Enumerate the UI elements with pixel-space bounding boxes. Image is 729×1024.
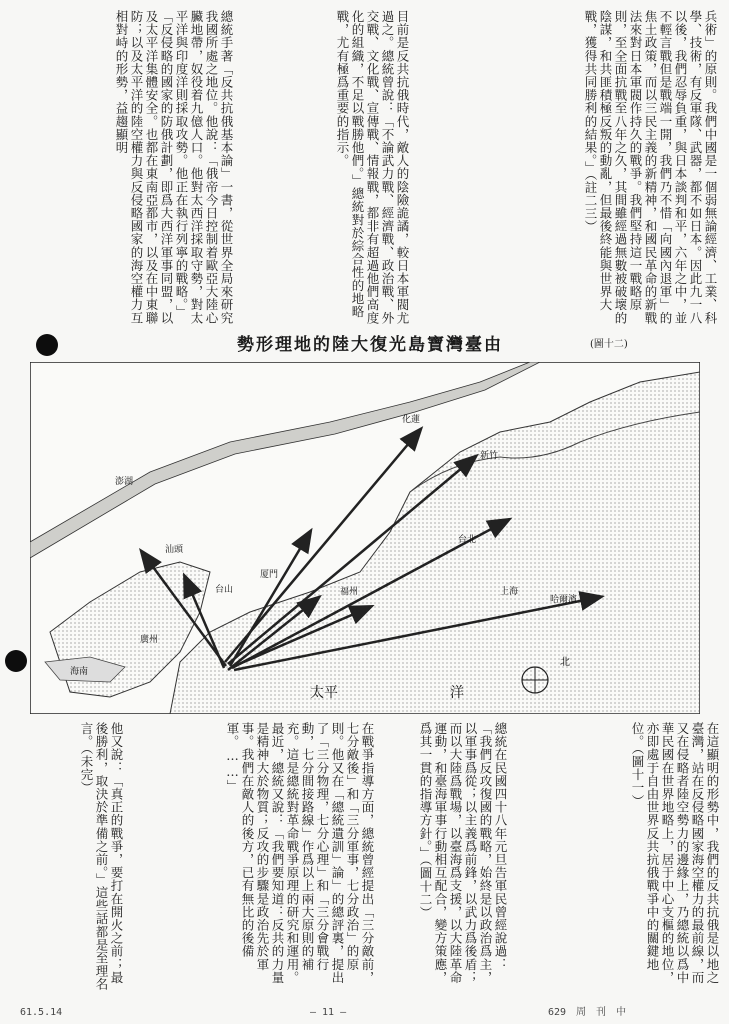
map-title: 勢形理地的陸大復光島寶灣臺由 — [237, 335, 503, 355]
label-xinzhu: 新竹 — [480, 451, 499, 461]
strategy-map — [30, 362, 700, 714]
binder-hole-bottom — [5, 650, 27, 672]
label-shantou: 汕頭 — [165, 545, 184, 555]
paragraph-top-middle: 目前是反共抗俄時代，敵人的陰險詭譎，較日本軍閥尤過之。總統曾說：「不論武力戰、經濟戰、政治戰、外交戰、文化戰、宣傳戰、情報戰，都非有超過他們高度化的組織，不足以戰勝他們。」總統對於綜合性的地略戰，尤有極爲重要的指示。 — [335, 10, 410, 325]
text-block-top-left — [56, 10, 234, 328]
label-taiping: 太平 — [310, 685, 338, 701]
paragraph-bottom-middle: 總統在民國四十八年元旦告軍民曾經說過：「我們反攻復國的戰略，始終是以政治爲主，以軍事爲從；以主義爲前鋒，以武力爲後盾；而以大陸爲戰場，以臺海爲支援，以大陸革命運動，和臺海軍事行動相互配合，變方策應，爲其一貫的指導方針。」（圖十二） — [418, 722, 508, 984]
label-fuzhou: 福州 — [340, 587, 359, 597]
label-haerbin: 哈爾濱 — [550, 595, 578, 605]
label-xiamen: 厦門 — [260, 570, 279, 580]
text-block-bottom-middle — [380, 722, 508, 992]
label-guangzhou: 廣州 — [140, 635, 159, 645]
compass-north-label: 北 — [560, 657, 570, 668]
binder-hole-top — [36, 334, 58, 356]
text-block-bottom-left — [130, 722, 375, 992]
label-hualian: 化蓮 — [402, 415, 421, 425]
label-taipei: 台北 — [458, 535, 477, 545]
footer-page-number: — 11 — — [310, 1007, 347, 1018]
text-block-quote — [56, 722, 124, 992]
label-taishan: 台山 — [215, 585, 234, 595]
text-block-top-right — [418, 10, 718, 328]
label-hainan: 海南 — [70, 667, 89, 677]
closing-quote: 他又說：「真正的戰爭，要打在開火之前；最後勝利，取決於準備之前。」這些話都是至理名言。（未完） — [79, 722, 124, 991]
footer-publication: 629 周 刊 中 — [548, 1007, 627, 1018]
label-yang: 洋 — [450, 685, 464, 701]
paragraph-bottom-left: 在戰爭指導方面，總統曾經提出「三分敵前，七分敵後」和「三分軍事，七分政治」的原則。他又在「總統遺訓」論」的總評裏，提出了「三分物理，七分心理」和「三分會戰行動，七分間接路線」作爲以上兩大原則的補充。這是總統對革命戰爭原理的研究和運用。最近，總統又說：「我們要知道：反共的力量是精神大於物質；反攻的步驟是政治先於軍事。我們在敵人的後方，已有無比的後備軍。……」 — [225, 722, 375, 984]
text-block-bottom-right — [515, 722, 720, 992]
map-figure-label: (圖十二) — [590, 339, 628, 350]
label-shanghai: 上海 — [500, 587, 519, 597]
text-block-top-middle — [240, 10, 410, 328]
paragraph-top-left: 總統手著「反共抗俄基本論」一書，從世界全局來研究我國所處之地位。他說：「俄帝今日控制着歐亞大陸心臟地帶，奴役着九億人口。他對太西洋採取守勢，對太平洋與印度洋則採取攻勢。他正在執行列寧的戰略。」「反侵略的國家的防俄計劃，即爲大西洋軍事同盟，以及太平洋集體安全。也都在東南亞都市，以及在中東聯防；以及太平洋的陸空權力與反侵略國家的海空權力互相對峙的形勢，益趨顯明 — [114, 10, 234, 325]
paragraph-top-right: 兵術」的原則。我們中國是一個弱無論經濟、工業、科學、技術，有反軍隊、武器，都不如日本。因此九一八以後，我們忍辱負重，與日本談判和平，六年之中，並不輕言戰但是戰端一開，我們乃不惜「向國內退軍」的焦土政策，而以三民主義的新精神，和國民革命的新戰法來對日本軍閥作持久的戰爭。我們堅持這一戰略原則，至全面抗戰至八年之久，其間雖經過無數被破壞的陰謀，和共匪積極反叛的動亂，但最後終能與世界大戰，獲得共同勝利的結果。」（註二三） — [583, 10, 718, 325]
footer-date: 61.5.14 — [20, 1007, 63, 1018]
label-penghu: 澎湖 — [115, 477, 134, 487]
paragraph-bottom-right: 在這顯明的形勢中，我們的反共抗俄是以地之臺灣，站在反侵略國家海空權力的最前線，而又在侵略者陸空勢力的邊緣上，乃總統以爲中華民國在世界地略上，居于中心支樞的地位，亦即處于自由世界反共抗俄戰爭中的關鍵地位。（圖十一） — [630, 722, 720, 984]
